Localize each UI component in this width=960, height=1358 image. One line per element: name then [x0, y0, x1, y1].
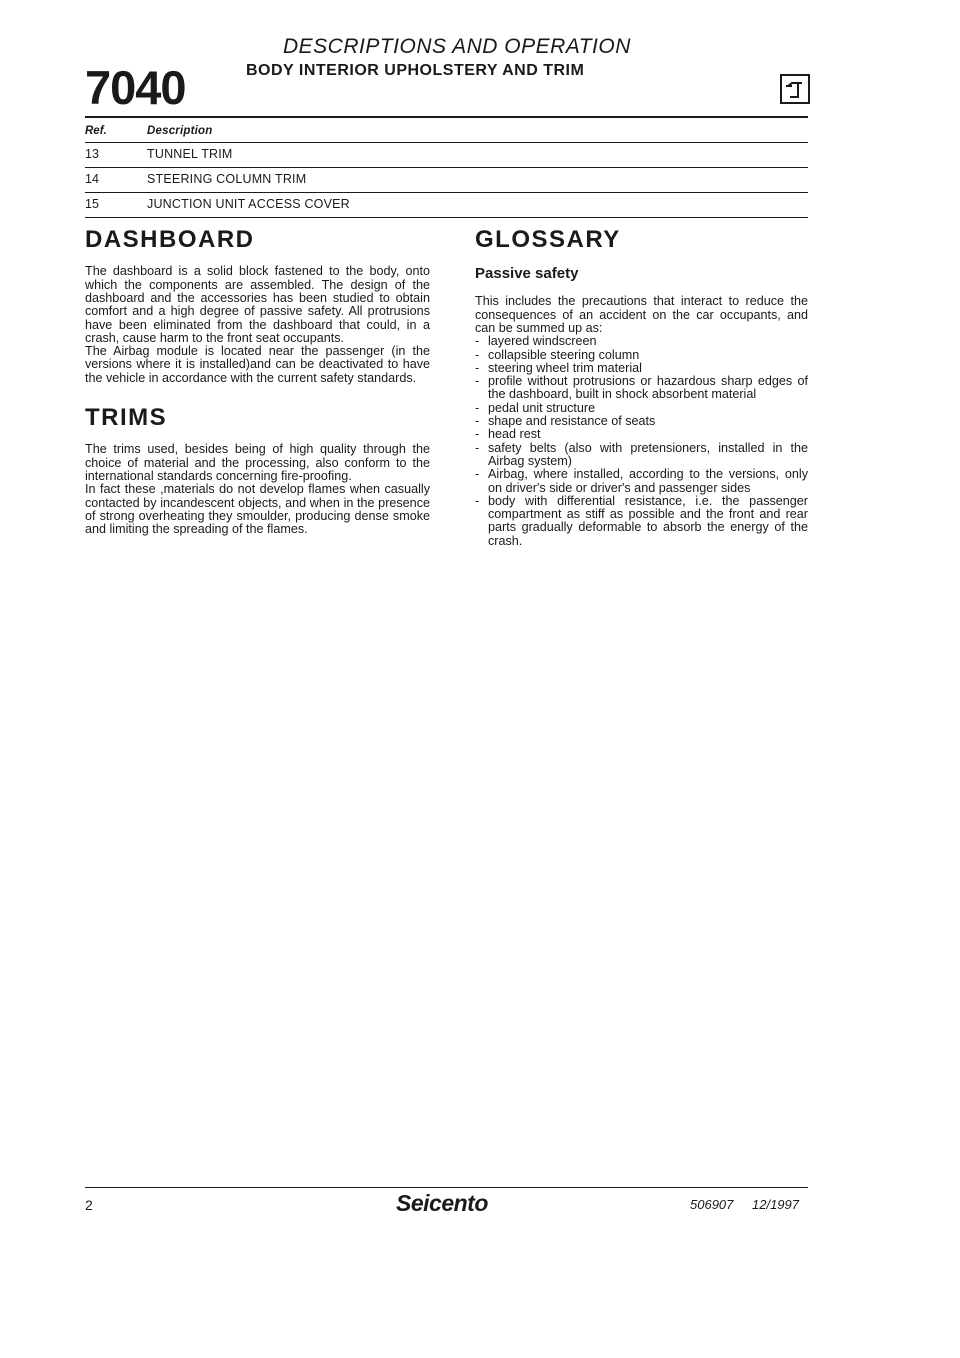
dashboard-paragraph: The Airbag module is located near the passenger (in the versions where it is installed)and can be deactivated to have the vehicle in accordance with the current safety standards.: [85, 344, 430, 385]
column-header-ref: Ref.: [85, 125, 107, 137]
list-item: - safety belts (also with pretensioners, installed in the Airbag system): [475, 442, 808, 469]
document-date: 12/1997: [752, 1197, 799, 1212]
glossary-list: [475, 335, 808, 548]
brand-logo: Seicento: [396, 1190, 488, 1216]
table-row: [85, 143, 808, 168]
trims-section: [85, 405, 430, 536]
trims-paragraph: In fact these ,materials do not develop flames when casually contacted by incandescent objects, and when in the presence of strong overheating they smoulder, producing dense smoke and limiting the spreading of the flames.: [85, 482, 430, 537]
list-item: - layered windscreen: [475, 335, 808, 348]
table-header-row: [85, 123, 808, 143]
header-category: DESCRIPTIONS AND OPERATION: [283, 35, 631, 58]
glossary-subheading: Passive safety: [475, 265, 579, 283]
left-column: [85, 227, 430, 557]
list-item: - steering wheel trim material: [475, 362, 808, 375]
table-cell-description: STEERING COLUMN TRIM: [147, 172, 307, 186]
document-code: 506907: [690, 1197, 734, 1212]
list-item: - collapsible steering column: [475, 349, 808, 362]
column-header-description: Description: [147, 125, 213, 137]
table-cell-ref: 14: [85, 172, 99, 186]
list-item: - profile without protrusions or hazardous sharp edges of the dashboard, built in shock absorbent material: [475, 375, 808, 402]
section-code: 7040: [85, 61, 186, 114]
page-title: BODY INTERIOR UPHOLSTERY AND TRIM: [246, 62, 585, 79]
list-item: - pedal unit structure: [475, 402, 808, 415]
trims-heading: TRIMS: [85, 404, 168, 432]
trims-paragraph: The trims used, besides being of high quality through the choice of material and the processing, also conform to the international standards concerning fire-proofing.: [85, 442, 430, 484]
table-cell-ref: 15: [85, 197, 99, 211]
glossary-intro: This includes the precautions that interact to reduce the consequences of an accident on the car occupants, and can be summed up as:: [475, 294, 808, 335]
dashboard-heading: DASHBOARD: [85, 226, 255, 253]
footer-divider: [85, 1187, 808, 1188]
list-item: - shape and resistance of seats: [475, 415, 808, 428]
dashboard-paragraph: The dashboard is a solid block fastened to the body, onto which the components are assembled. The design of the dashboard and the accessories has been studied to obtain comfort and a high degree of passive safety. All protrusions have been eliminated from the dashboard that could, in a crash, cause harm to the front seat occupants.: [85, 264, 430, 345]
dashboard-section: [85, 227, 430, 385]
glossary-heading: GLOSSARY: [475, 226, 621, 253]
header-divider: [85, 116, 808, 118]
right-column: [475, 227, 808, 548]
table-cell-description: JUNCTION UNIT ACCESS COVER: [147, 197, 350, 211]
trim-panel-icon-graphic: [782, 76, 808, 102]
reference-table: [85, 123, 808, 218]
table-row: [85, 193, 808, 218]
list-item: - head rest: [475, 428, 808, 441]
list-item: - Airbag, where installed, according to the versions, only on driver's side or driver's and passenger sides: [475, 468, 808, 495]
trim-panel-icon: [780, 74, 810, 104]
list-item: - body with differential resistance, i.e. the passenger compartment as stiff as possible and the front and rear parts gradually deformable to absorb the energy of the crash.: [475, 495, 808, 548]
table-cell-ref: 13: [85, 147, 99, 161]
page-number: 2: [85, 1197, 93, 1213]
table-cell-description: TUNNEL TRIM: [147, 147, 233, 161]
table-row: [85, 168, 808, 193]
